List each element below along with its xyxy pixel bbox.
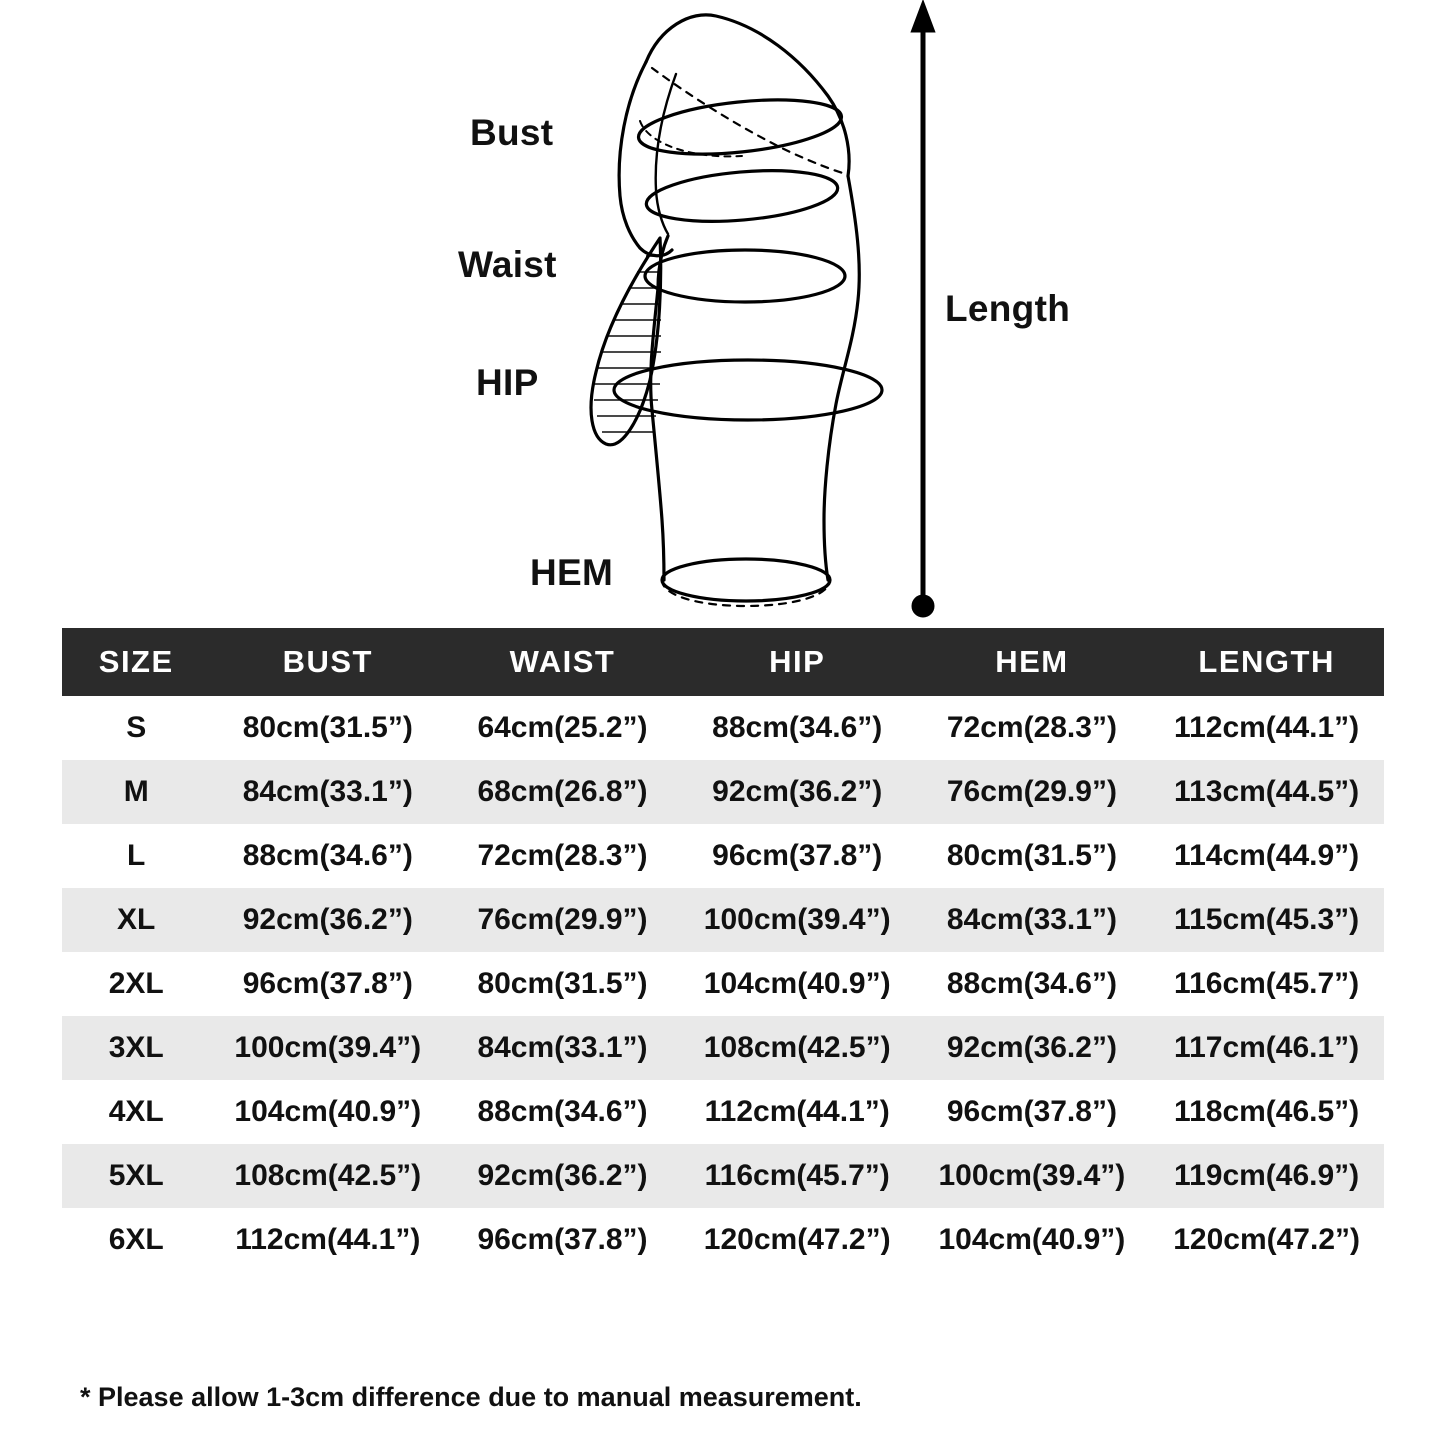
cell-hip: 120cm(47.2”) — [703, 1223, 891, 1256]
cell-bust: 88cm(34.6”) — [242, 839, 413, 872]
cell-length: 120cm(47.2”) — [1173, 1223, 1361, 1256]
cell-hip: 116cm(45.7”) — [704, 1159, 890, 1192]
cell-hem: 104cm(40.9”) — [938, 1223, 1126, 1256]
diagram-label-hem: HEM — [530, 552, 614, 593]
table-row — [62, 1208, 1384, 1272]
cell-bust: 96cm(37.8”) — [242, 967, 413, 1000]
cell-size: 2XL — [108, 967, 164, 1000]
cell-size: 6XL — [108, 1223, 164, 1256]
cell-hip: 92cm(36.2”) — [712, 775, 883, 808]
cell-hip: 96cm(37.8”) — [712, 839, 883, 872]
cell-bust: 104cm(40.9”) — [234, 1095, 422, 1128]
cell-length: 117cm(46.1”) — [1174, 1031, 1360, 1064]
cell-hem: 72cm(28.3”) — [946, 711, 1117, 744]
column-header-size: SIZE — [62, 628, 210, 696]
measurement-footnote: * Please allow 1-3cm difference due to manual measurement. — [80, 1382, 862, 1412]
column-header-waist: WAIST — [445, 628, 680, 696]
table-row — [62, 760, 1384, 824]
diagram-label-length: Length — [945, 288, 1071, 329]
table-header-row — [62, 628, 1384, 696]
cell-waist: 64cm(25.2”) — [477, 711, 648, 744]
cell-hip: 104cm(40.9”) — [703, 967, 891, 1000]
cell-hip: 100cm(39.4”) — [703, 903, 891, 936]
cell-size: 5XL — [108, 1159, 164, 1192]
cell-length: 119cm(46.9”) — [1174, 1159, 1360, 1192]
size-table — [62, 628, 1384, 1272]
cell-waist: 68cm(26.8”) — [477, 775, 648, 808]
cell-hip: 108cm(42.5”) — [703, 1031, 891, 1064]
cell-bust: 84cm(33.1”) — [242, 775, 413, 808]
cell-bust: 80cm(31.5”) — [242, 711, 413, 744]
cell-bust: 100cm(39.4”) — [234, 1031, 422, 1064]
cell-bust: 108cm(42.5”) — [234, 1159, 422, 1192]
table-row — [62, 696, 1384, 760]
cell-bust: 112cm(44.1”) — [235, 1223, 421, 1256]
cell-hem: 88cm(34.6”) — [946, 967, 1117, 1000]
column-header-hip: HIP — [680, 628, 915, 696]
cell-size: L — [127, 839, 146, 872]
cell-length: 114cm(44.9”) — [1174, 839, 1360, 872]
cell-waist: 76cm(29.9”) — [477, 903, 648, 936]
column-header-hem: HEM — [915, 628, 1150, 696]
cell-size: 3XL — [108, 1031, 164, 1064]
cell-size: S — [126, 711, 147, 744]
cell-waist: 72cm(28.3”) — [477, 839, 648, 872]
cell-waist: 92cm(36.2”) — [477, 1159, 648, 1192]
size-table-body — [62, 696, 1384, 1272]
cell-size: XL — [117, 903, 156, 936]
table-row — [62, 1016, 1384, 1080]
cell-hem: 76cm(29.9”) — [946, 775, 1117, 808]
cell-hip: 112cm(44.1”) — [704, 1095, 890, 1128]
cell-length: 116cm(45.7”) — [1174, 967, 1360, 1000]
cell-hem: 80cm(31.5”) — [946, 839, 1117, 872]
cell-size: 4XL — [108, 1095, 164, 1128]
garment-measurement-diagram — [0, 0, 1445, 625]
table-row — [62, 824, 1384, 888]
table-row — [62, 888, 1384, 952]
cell-waist: 80cm(31.5”) — [477, 967, 648, 1000]
size-table-head — [62, 628, 1384, 696]
diagram-label-hip: HIP — [476, 362, 539, 403]
cell-length: 113cm(44.5”) — [1174, 775, 1360, 808]
table-row — [62, 952, 1384, 1016]
column-header-bust: BUST — [210, 628, 445, 696]
cell-waist: 96cm(37.8”) — [477, 1223, 648, 1256]
cell-waist: 84cm(33.1”) — [477, 1031, 648, 1064]
cell-waist: 88cm(34.6”) — [477, 1095, 648, 1128]
column-header-length: LENGTH — [1149, 628, 1384, 696]
cell-length: 118cm(46.5”) — [1174, 1095, 1360, 1128]
cell-hip: 88cm(34.6”) — [712, 711, 883, 744]
table-row — [62, 1080, 1384, 1144]
table-row — [62, 1144, 1384, 1208]
diagram-label-bust: Bust — [470, 112, 554, 153]
cell-length: 115cm(45.3”) — [1174, 903, 1360, 936]
dress-figure-illustration — [0, 0, 1445, 625]
cell-hem: 96cm(37.8”) — [946, 1095, 1117, 1128]
size-table-wrapper — [62, 628, 1384, 1272]
cell-bust: 92cm(36.2”) — [242, 903, 413, 936]
cell-size: M — [123, 775, 149, 808]
length-arrow — [914, 6, 932, 615]
cell-hem: 100cm(39.4”) — [938, 1159, 1126, 1192]
cell-length: 112cm(44.1”) — [1174, 711, 1360, 744]
cell-hem: 92cm(36.2”) — [946, 1031, 1117, 1064]
cell-hem: 84cm(33.1”) — [946, 903, 1117, 936]
diagram-label-waist: Waist — [458, 244, 557, 285]
